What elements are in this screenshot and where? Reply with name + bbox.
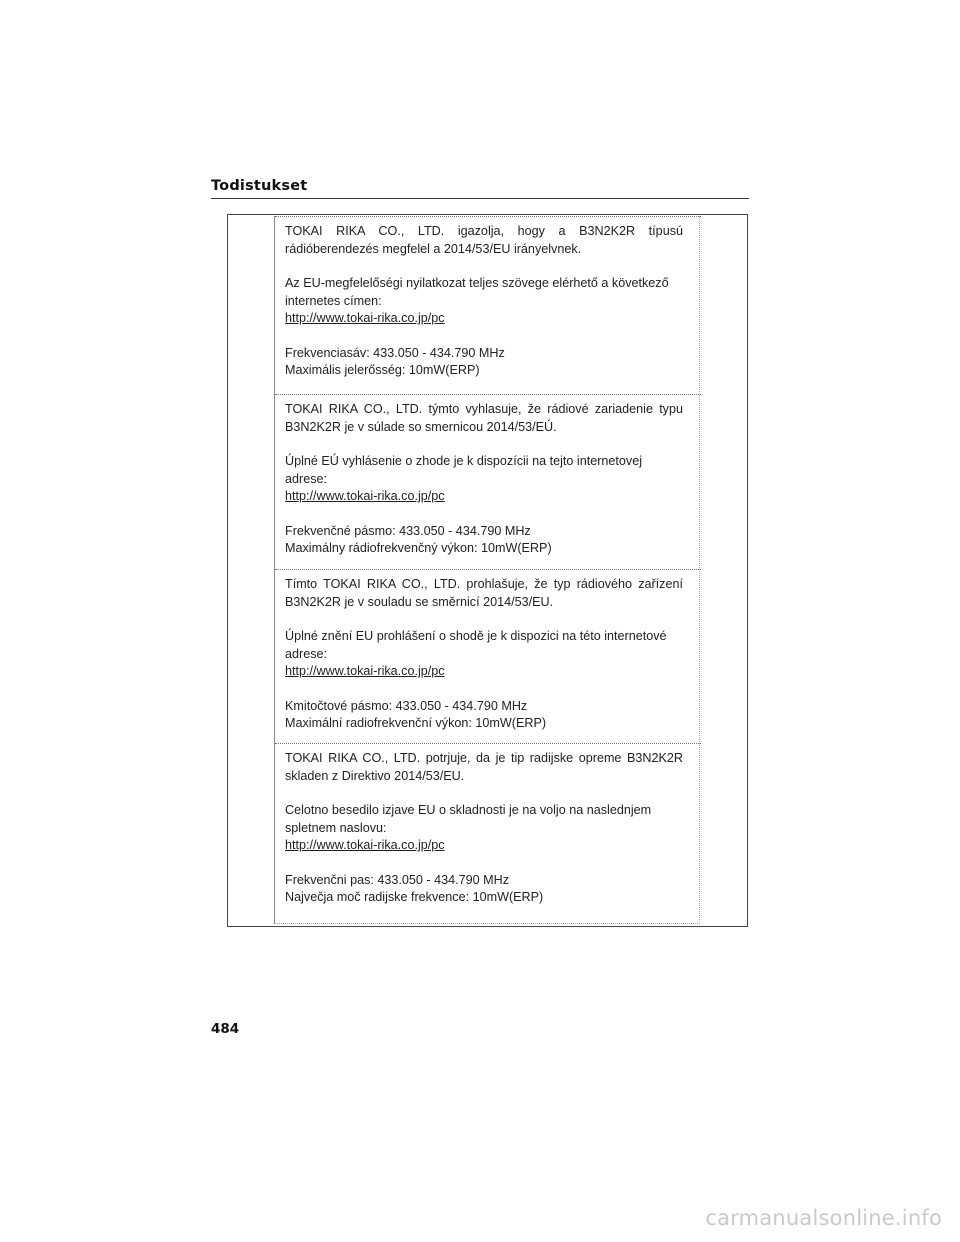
declaration-url-link[interactable]: http://www.tokai-rika.co.jp/pc <box>285 489 445 503</box>
declaration-power: Maximális jelerősség: 10mW(ERP) <box>285 363 480 377</box>
declaration-url-link[interactable]: http://www.tokai-rika.co.jp/pc <box>285 838 445 852</box>
declaration-intro: Tímto TOKAI RIKA CO., LTD. prohlašuje, že typ rádiového zařízení B3N2K2R je v souladu se směrnicí 2014/53/EU. <box>285 577 683 609</box>
section-title: Todistukset <box>211 178 308 194</box>
declaration-power: Največja moč radijske frekvence: 10mW(ERP) <box>285 890 544 904</box>
site-watermark: carmanualsonline.info <box>705 1206 942 1230</box>
declaration-hungarian <box>275 216 701 380</box>
declaration-intro: TOKAI RIKA CO., LTD. týmto vyhlasuje, že rádiové zariadenie typu B3N2K2R je v súlade so smernicou 2014/53/EÚ. <box>285 402 683 434</box>
page-number: 484 <box>211 1021 240 1037</box>
declaration-frequency: Frekvenčni pas: 433.050 - 434.790 MHz <box>285 872 510 887</box>
declaration-power: Maximálny rádiofrekvenčný výkon: 10mW(ERP) <box>285 541 552 555</box>
title-divider <box>211 198 749 199</box>
declaration-frequency: Kmitočtové pásmo: 433.050 - 434.790 MHz <box>285 698 528 713</box>
declaration-url-link[interactable]: http://www.tokai-rika.co.jp/pc <box>285 311 445 325</box>
declaration-availability: Celotno besedilo izjave EU o skladnosti je na voljo na naslednjem spletnem naslovu: <box>285 803 652 835</box>
declaration-intro: TOKAI RIKA CO., LTD. potrjuje, da je tip radijske opreme B3N2K2R skladen z Direktivo 2014/53/EU. <box>285 751 683 783</box>
declaration-availability: Úplné EÚ vyhlásenie o zhode je k dispozícii na tejto internetovej adrese: <box>285 454 643 486</box>
declaration-intro: TOKAI RIKA CO., LTD. igazolja, hogy a B3N2K2R típusú rádióberendezés megfelel a 2014/53/EU irányelvnek. <box>285 224 683 256</box>
declaration-frequency: Frekvenčné pásmo: 433.050 - 434.790 MHz <box>285 523 531 538</box>
declaration-availability: Úplné znění EU prohlášení o shodě je k dispozici na této internetové adrese: <box>285 629 667 661</box>
declaration-url-link[interactable]: http://www.tokai-rika.co.jp/pc <box>285 664 445 678</box>
declaration-slovak <box>275 394 701 558</box>
declaration-availability: Az EU-megfelelőségi nyilatkozat teljes szövege elérhető a következő internetes címen: <box>285 276 669 308</box>
scanned-certificate <box>274 216 700 924</box>
declaration-frequency: Frekvenciasáv: 433.050 - 434.790 MHz <box>285 345 505 360</box>
declaration-czech <box>275 569 701 733</box>
declaration-slovenian <box>275 743 701 907</box>
declaration-power: Maximální radiofrekvenční výkon: 10mW(ERP) <box>285 716 547 730</box>
